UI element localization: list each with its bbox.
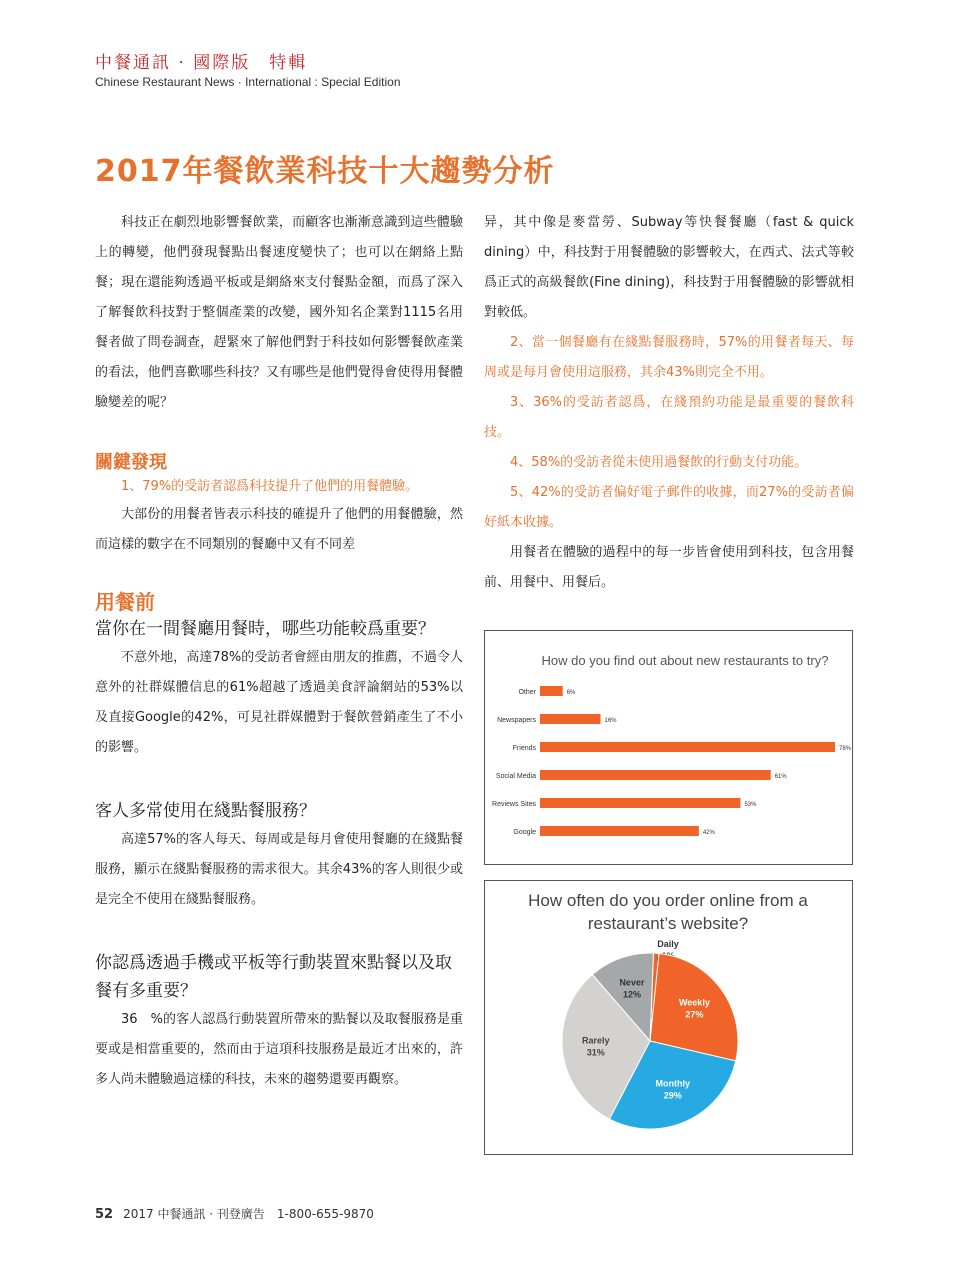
pie-chart-title-line-2: restaurant’s website? bbox=[587, 914, 749, 933]
before-dining-heading: 用餐前 bbox=[95, 590, 155, 614]
finding-1: 1、79%的受訪者認爲科技提升了他們的用餐體驗。 bbox=[121, 479, 419, 494]
finding-5: 5、42%的受訪者偏好電子郵件的收據，而27%的受訪者偏好紙本收據。 bbox=[484, 485, 854, 530]
pie-chart bbox=[485, 881, 852, 1154]
finding-4: 4、58%的受訪者從未使用過餐飲的行動支付功能。 bbox=[510, 455, 808, 470]
question-3-body: 36 %的客人認爲行動裝置所帶來的點餐以及取餐服務是重要或是相當重要的，然而由于這項科技服務是最近才出來的，許多人尚未體驗過這樣的科技，未來的趨勢還要再觀察。 bbox=[95, 1012, 463, 1087]
bar-category-label: Social Media bbox=[495, 773, 536, 780]
bar-category-label: Friends bbox=[512, 745, 536, 752]
bar-value-label: 6% bbox=[566, 690, 576, 696]
left-column bbox=[95, 208, 463, 1095]
pie-slice-label: Monthly bbox=[655, 1078, 691, 1089]
finding-3: 3、36%的受訪者認爲，在綫預約功能是最重要的餐飲科技。 bbox=[484, 395, 854, 440]
bar bbox=[540, 742, 835, 752]
finding-2: 2、當一個餐廳有在綫點餐服務時，57%的用餐者每天、每周或是每月會使用這服務，其余43%則完全不用。 bbox=[484, 335, 854, 380]
question-3-heading: 你認爲透過手機或平板等行動裝置來點餐以及取餐有多重要？ bbox=[95, 953, 452, 1001]
page-footer bbox=[95, 1205, 374, 1222]
question-2-body: 高達57%的客人每天、每周或是每月會使用餐廳的在綫點餐服務，顯示在綫點餐服務的需求很大。其余43%的客人則很少或是完全不使用在綫點餐服務。 bbox=[95, 832, 463, 907]
bar-chart-title: How do you find out about new restaurants to try? bbox=[541, 653, 829, 668]
article-title: 2017年餐飲業科技十大趨勢分析 bbox=[95, 154, 555, 189]
question-1-heading: 當你在一間餐廳用餐時，哪些功能較爲重要？ bbox=[95, 619, 435, 639]
bar-value-label: 42% bbox=[702, 830, 715, 836]
question-1-body: 不意外地，高達78%的受訪者會經由朋友的推薦，不過令人意外的社群媒體信息的61%超越了透過美食評論網站的53%以及直接Google的42%，可見社群媒體對于餐飲營銷產生了不小的影響。 bbox=[95, 650, 463, 755]
bar-category-label: Newspapers bbox=[497, 717, 536, 724]
pie-slice-label: Rarely bbox=[582, 1035, 610, 1046]
bar-category-label: Reviews Sites bbox=[492, 801, 536, 808]
header-chinese: 中餐通訊 · 國際版 特輯 bbox=[95, 53, 308, 73]
closing-paragraph: 用餐者在體驗的過程中的每一步皆會使用到科技，包含用餐前、用餐中、用餐后。 bbox=[484, 545, 854, 590]
bar-chart bbox=[485, 631, 852, 864]
question-2-heading: 客人多常使用在綫點餐服務？ bbox=[95, 801, 316, 821]
page-number: 52 bbox=[95, 1207, 114, 1222]
pie-slice-label: Weekly bbox=[678, 997, 710, 1008]
pie-slice-value: 29% bbox=[663, 1090, 682, 1101]
bar-value-label: 61% bbox=[774, 774, 787, 780]
right-column bbox=[484, 208, 854, 598]
bar-value-label: 16% bbox=[604, 718, 617, 724]
pie-slice-value: 31% bbox=[586, 1047, 605, 1058]
pie-chart-title-line-1: How often do you order online from a bbox=[528, 891, 808, 910]
bar bbox=[540, 826, 699, 836]
bar bbox=[540, 798, 740, 808]
intro-paragraph: 科技正在劇烈地影響餐飲業，而顧客也漸漸意識到這些體驗上的轉變，他們發現餐點出餐速度變快了；也可以在網絡上點餐；現在還能夠透過平板或是網絡來支付餐點金額，而爲了深入了解餐飲科技對于整個產業的改變，國外知名企業對1115名用餐者做了問卷調查，趕緊來了解他們對于科技如何影響餐飲產業的看法，他們喜歡哪些科技？又有哪些是他們覺得會使得用餐體驗變差的呢？ bbox=[95, 215, 463, 410]
bar bbox=[540, 686, 563, 696]
bar-value-label: 53% bbox=[744, 802, 757, 808]
bar bbox=[540, 770, 771, 780]
header-english: Chinese Restaurant News · International : Special Edition bbox=[95, 75, 401, 89]
bar-chart-box bbox=[484, 630, 853, 865]
pie-slice-value: 12% bbox=[622, 989, 641, 1000]
pie-slice-label: Never bbox=[619, 977, 645, 988]
pie-slice-value: 27% bbox=[685, 1009, 704, 1020]
bar-value-label: 78% bbox=[839, 746, 852, 752]
pie-slice-label: Daily bbox=[657, 939, 679, 949]
finding-1-body: 大部份的用餐者皆表示科技的確提升了他們的用餐體驗，然而這樣的數字在不同類別的餐廳中又有不同差 bbox=[95, 507, 463, 552]
bar-category-label: Other bbox=[518, 689, 536, 696]
footer-text: 2017 中餐通訊 · 刊登廣告 1-800-655-9870 bbox=[123, 1207, 374, 1221]
bar-category-label: Google bbox=[513, 829, 536, 836]
continued-paragraph: 异，其中像是麥當勞、Subway等快餐餐廳（fast & quick dining）中，科技對于用餐體驗的影響較大，在西式、法式等較爲正式的高級餐飲(Fine dining)，科技對于用餐體驗的影響就相對較低。 bbox=[484, 215, 854, 320]
bar bbox=[540, 714, 601, 724]
key-findings-heading: 關鍵發現 bbox=[95, 452, 167, 473]
pie-chart-box bbox=[484, 880, 853, 1155]
